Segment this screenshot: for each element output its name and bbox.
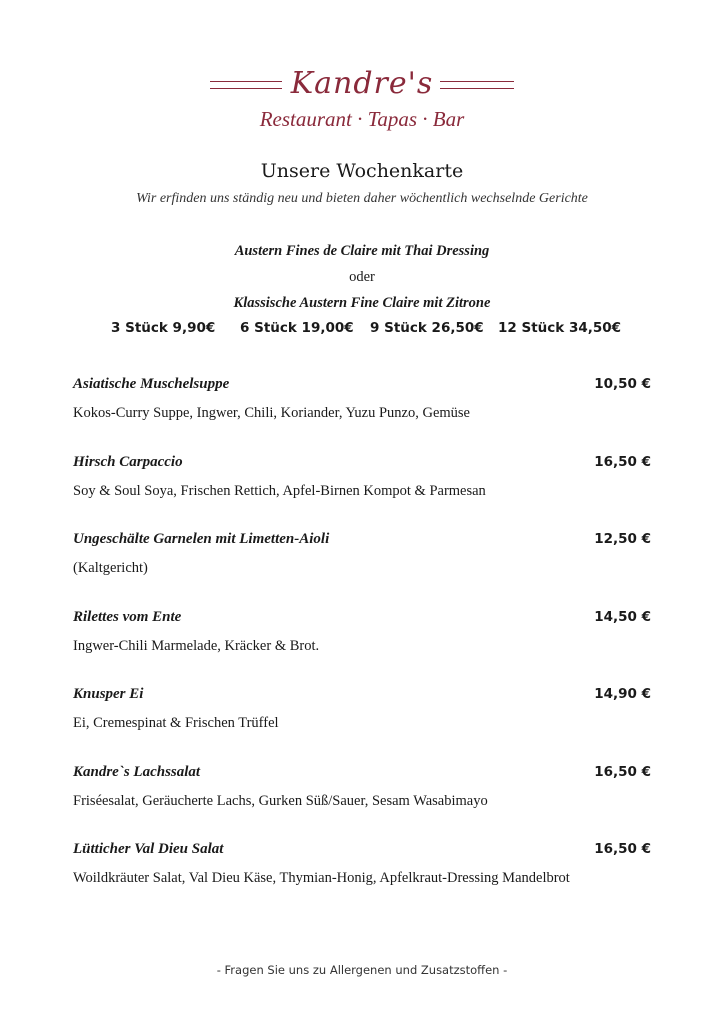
menu-item [73, 374, 653, 426]
dish-description: Soy & Soul Soya, Frischen Rettich, Apfel-Birnen Kompot & Parmesan [73, 483, 486, 499]
oyster-option-2: Klassische Austern Fine Claire mit Zitrone [233, 295, 491, 311]
menu-item [73, 762, 653, 814]
dish-description: Ingwer-Chili Marmelade, Kräcker & Brot. [73, 638, 320, 654]
oyster-price-3: 3 Stück 9,90€ [111, 320, 216, 336]
dish-description: Woildkräuter Salat, Val Dieu Käse, Thymian-Honig, Apfelkraut-Dressing Mandelbrot [73, 870, 570, 886]
dish-description: (Kaltgericht) [73, 560, 148, 576]
dish-price: 12,50 € [594, 531, 651, 547]
logo [0, 64, 724, 104]
oyster-price-9: 9 Stück 26,50€ [370, 320, 484, 336]
dish-price: 16,50 € [594, 764, 651, 780]
dish-description: Kokos-Curry Suppe, Ingwer, Chili, Koriander, Yuzu Punzo, Gemüse [73, 405, 470, 421]
dish-name: Knusper Ei [73, 686, 144, 702]
page-title: Unsere Wochenkarte [260, 160, 464, 182]
page-subtitle: Wir erfinden uns ständig neu und bieten daher wöchentlich wechselnde Gerichte [136, 191, 588, 206]
menu-item [73, 607, 653, 659]
dish-name: Rilettes vom Ente [73, 609, 182, 625]
allergen-footer: - Fragen Sie uns zu Allergenen und Zusatzstoffen - [216, 963, 508, 977]
oyster-price-12: 12 Stück 34,50€ [498, 320, 622, 336]
oyster-option-1: Austern Fines de Claire mit Thai Dressing [234, 243, 490, 259]
menu-item [73, 529, 653, 581]
logo-tagline: Restaurant · Tapas · Bar [259, 107, 465, 131]
oyster-or: oder [349, 269, 375, 285]
dish-price: 14,90 € [594, 686, 651, 702]
menu-item [73, 839, 653, 891]
dish-description: Ei, Cremespinat & Frischen Trüffel [73, 715, 279, 731]
dish-name: Lütticher Val Dieu Salat [73, 841, 224, 857]
oyster-price-6: 6 Stück 19,00€ [240, 320, 354, 336]
dish-name: Hirsch Carpaccio [73, 454, 183, 470]
logo-line-left [210, 81, 282, 89]
dish-description: Friséesalat, Geräucherte Lachs, Gurken Süß/Sauer, Sesam Wasabimayo [73, 793, 488, 809]
menu-item [73, 452, 653, 504]
dish-name: Asiatische Muschelsuppe [73, 376, 230, 392]
logo-name: Kandre's [290, 66, 434, 101]
dish-name: Ungeschälte Garnelen mit Limetten-Aioli [73, 531, 330, 547]
dish-price: 16,50 € [594, 841, 651, 857]
logo-line-right [440, 81, 514, 89]
menu-item [73, 684, 653, 736]
dish-price: 16,50 € [594, 454, 651, 470]
dish-price: 10,50 € [594, 376, 651, 392]
dish-name: Kandre`s Lachssalat [73, 764, 201, 780]
dish-price: 14,50 € [594, 609, 651, 625]
